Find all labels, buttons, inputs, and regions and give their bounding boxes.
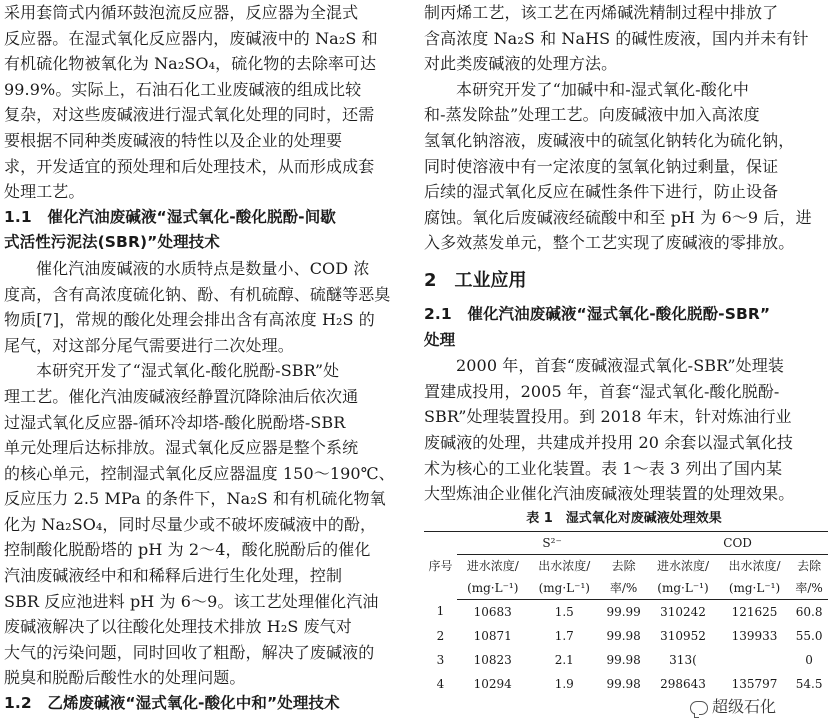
table-cell: 99.99 — [606, 604, 641, 619]
table-cell: 4 — [436, 676, 445, 691]
col-unit: 率/% — [600, 577, 647, 600]
table-cell: 313( — [669, 652, 697, 667]
section-heading-2: 2 工业应用 — [424, 269, 527, 291]
body-text-line: 制丙烯工艺，该工艺在丙烯碱洗精制过程中排放了 — [424, 3, 779, 22]
section-heading-1-1-cont: 式活性污泥法(SBR)”处理技术 — [4, 233, 220, 252]
table-cell: 298643 — [660, 676, 706, 691]
section-heading-2-1: 2.1 催化汽油废碱液“湿式氧化-酸化脱酚-SBR” — [424, 304, 771, 323]
table-cell: 0 — [805, 652, 813, 667]
body-text-line: 采用套筒式内循环鼓泡流反应器，反应器为全混式 — [4, 3, 359, 22]
body-text-line: 本研究开发了“湿式氧化-酸化脱酚-SBR”处 — [36, 361, 340, 381]
table-cell: 135797 — [731, 676, 778, 691]
table-row — [424, 599, 828, 624]
table-row — [424, 672, 828, 696]
body-text-line: 汽油废碱液经中和和稀释后进行生化处理，控制 — [4, 566, 343, 586]
col-header: 去除 — [797, 559, 822, 574]
section-heading-1-1: 1.1 催化汽油废碱液“湿式氧化-酸化脱酚-间歇 — [4, 207, 336, 226]
col-header-no: 序号 — [424, 531, 457, 599]
table-cell: 99.98 — [606, 628, 641, 643]
body-text-line: 腐蚀。氧化后废碱液经硫酸中和至 pH 为 6～9 后，进 — [424, 207, 812, 227]
table-row — [424, 624, 828, 648]
body-text-line: 置建成投用，2005 年，首套“湿式氧化-酸化脱酚- — [424, 381, 780, 401]
col-header: 去除 — [611, 559, 636, 574]
body-text-line: 复杂，对这些废碱液进行湿式氧化处理的同时，还需 — [4, 105, 375, 125]
body-text-line: 反应压力 2.5 MPa 的条件下，Na₂S 和有机硫化物氧 — [4, 489, 386, 509]
body-text-line: 化为 Na₂SO₄，同时尽量少或不破坏废碱液中的酚， — [4, 514, 377, 534]
body-text-line: 反应器。在湿式氧化反应器内，废碱液中的 Na₂S 和 — [4, 28, 378, 48]
col-unit: (mg·L⁻¹) — [647, 577, 719, 600]
data-table — [424, 531, 828, 696]
col-header: 进水浓度/ — [656, 559, 709, 574]
chat-bubble-icon — [690, 701, 708, 715]
body-text-line: 同时使溶液中有一定浓度的氢氧化钠过剩量，保证 — [424, 156, 779, 176]
body-text-line: 过湿式氧化反应器-循环冷却塔-酸化脱酚塔-SBR — [4, 412, 346, 432]
table-cell: 99.98 — [606, 676, 641, 691]
group-header-cod: COD — [647, 531, 828, 554]
body-text-line: 度高，含有高浓度硫化钠、酚、有机硫醇、硫醚等恶臭 — [4, 284, 391, 304]
body-text-line: 控制酸化脱酚塔的 pH 为 2～4，酸化脱酚后的催化 — [4, 540, 371, 560]
body-text-line: 本研究开发了“加碱中和-湿式氧化-酸化中 — [456, 79, 749, 99]
section-heading-2-1-cont: 处理 — [424, 330, 456, 349]
col-unit: 率/% — [790, 577, 828, 600]
table-cell: 121625 — [731, 604, 778, 619]
body-text-line: 2000 年，首套“废碱液湿式氧化-SBR”处理装 — [456, 356, 784, 376]
body-text-line: 有机硫化物被氧化为 Na₂SO₄，硫化物的去除率可达 — [4, 54, 377, 74]
col-unit: (mg·L⁻¹) — [529, 577, 601, 600]
body-text-line: 要根据不同种类废碱液的特性以及企业的处理要 — [4, 130, 343, 150]
table-cell: 310952 — [660, 628, 706, 643]
body-text-line: 求，开发适宜的预处理和后处理技术，从而形成成套 — [4, 156, 375, 176]
body-text-line: 后续的湿式氧化反应在碱性条件下进行，防止设备 — [424, 182, 779, 202]
table-cell: 55.0 — [795, 628, 823, 643]
right-column — [424, 0, 824, 696]
table-cell: 1.9 — [554, 676, 574, 691]
table-cell: 10683 — [473, 604, 512, 619]
col-header: 出水浓度/ — [728, 559, 781, 574]
group-header-sulfide: S²⁻ — [457, 531, 647, 554]
col-header: 进水浓度/ — [466, 559, 519, 574]
body-text-line: 的核心单元，控制湿式氧化反应器温度 150～190℃、 — [4, 463, 395, 483]
body-text-line: 单元处理后达标排放。湿式氧化反应器是整个系统 — [4, 438, 359, 458]
body-text-line: SBR 反应池进料 pH 为 6～9。该工艺处理催化汽油 — [4, 591, 379, 611]
body-text-line: 理工艺。催化汽油废碱液经静置沉降除油后依次通 — [4, 386, 359, 406]
body-text-line: 对此类废碱液的处理方法。 — [424, 54, 618, 74]
body-text-line: 含高浓度 Na₂S 和 NaHS 的碱性废液，国内并未有针 — [424, 28, 809, 48]
table-row — [424, 648, 828, 672]
body-text-line: 大型炼油企业催化汽油废碱液处理装置的处理效果。 — [424, 484, 795, 504]
body-text-line: 术为核心的工业化装置。表 1～表 3 列出了国内某 — [424, 458, 783, 478]
body-text-line: 和-蒸发除盐”处理工艺。向废碱液中加入高浓度 — [424, 105, 760, 125]
table-cell: 1.7 — [554, 628, 574, 643]
table-cell: 10294 — [473, 676, 512, 691]
watermark — [686, 694, 780, 717]
body-text-line: 废碱液的处理，共建成并投用 20 余套以湿式氧化技 — [424, 432, 794, 452]
table-cell: 3 — [436, 652, 445, 667]
table-cell: 60.8 — [795, 604, 823, 619]
table-cell: 1.5 — [554, 604, 574, 619]
table-cell: 2 — [436, 628, 445, 643]
table-cell: 10871 — [473, 628, 512, 643]
body-text-line: 催化汽油废碱液的水质特点是数量小、COD 浓 — [36, 258, 370, 278]
body-text-line: 尾气，对这部分尾气需要进行二次处理。 — [4, 335, 294, 355]
table-title: 表 1 湿式氧化对废碱液处理效果 — [526, 510, 722, 526]
table-cell: 99.98 — [606, 652, 641, 667]
col-unit: (mg·L⁻¹) — [719, 577, 791, 600]
body-text-line: 脱臭和脱酚后酸性水的处理问题。 — [4, 668, 246, 688]
table-cell: 54.5 — [795, 676, 823, 691]
body-text-line: 99.9%。实际上，石油石化工业废碱液的组成比较 — [4, 79, 362, 99]
left-column — [4, 0, 404, 717]
table-cell: 1 — [436, 604, 445, 619]
body-text-line: 入多效蒸发单元，整个工艺实现了废碱液的零排放。 — [424, 233, 795, 253]
table-cell: 139933 — [731, 628, 778, 643]
body-text-line: 处理工艺。 — [4, 182, 85, 202]
body-text-line: 大气的污染问题，同时回收了粗酚，解决了废碱液的 — [4, 642, 375, 662]
watermark-text: 超级石化 — [712, 697, 777, 716]
col-unit: (mg·L⁻¹) — [457, 577, 529, 600]
body-text-line: 氢氧化钠溶液，废碱液中的硫氢化钠转化为硫化钠， — [424, 130, 795, 150]
section-heading-1-2: 1.2 乙烯废碱液“湿式氧化-酸化中和”处理技术 — [4, 694, 340, 713]
table-cell — [719, 648, 791, 672]
table-cell: 310242 — [660, 604, 706, 619]
body-text-line: SBR”处理装置投用。到 2018 年末，针对炼油行业 — [424, 407, 792, 427]
body-text-line: 物质[7]，常规的酸化处理会排出含有高浓度 H₂S 的 — [4, 310, 375, 330]
table-cell: 10823 — [473, 652, 512, 667]
table-cell: 2.1 — [554, 652, 574, 667]
body-text-line: 废碱液解决了以往酸化处理技术排放 H₂S 废气对 — [4, 617, 352, 637]
col-header: 出水浓度/ — [538, 559, 591, 574]
